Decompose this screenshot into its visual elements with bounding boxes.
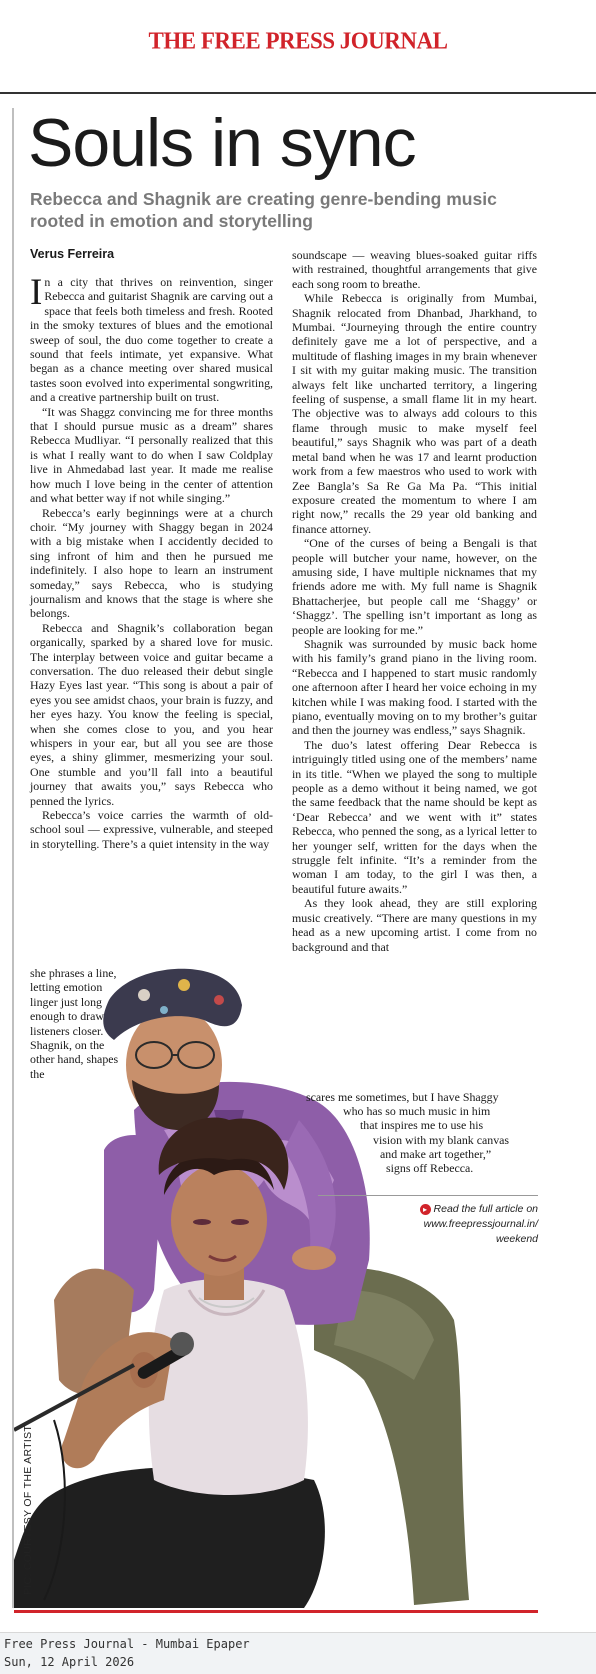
drop-cap: I bbox=[30, 272, 43, 313]
paragraph: soundscape — weaving blues-soaked guitar riffs with restrained, thoughtful arrangements that give each song room to breathe. bbox=[292, 248, 537, 291]
article-column-2 bbox=[292, 248, 537, 954]
paragraph: “It was Shaggz convincing me for three months that I should pursue music as a dream” shares Rebecca Mudliyar. “I personally realized that this is what I really want to do when I saw Coldplay live in Ahmedabad last year. It made me realise how much I love being in the center of attention and what better way if not while singing.” bbox=[30, 404, 273, 506]
masthead-logo: THE FREE PRESS JOURNAL bbox=[148, 27, 448, 54]
article-link[interactable]: www.freepressjournal.in/ weekend bbox=[423, 1218, 538, 1245]
wrapped-text bbox=[30, 966, 120, 1081]
article-column-1 bbox=[30, 272, 273, 851]
epaper-footer bbox=[0, 1632, 596, 1674]
read-more-note: ▸ Read the full article on www.freepressjournal.in/ weekend bbox=[318, 1195, 538, 1247]
publication-date: Sun, 12 April 2026 bbox=[4, 1655, 135, 1669]
paragraph: she phrases a line, letting emotion linger just long enough to draw listeners closer. Shagnik, on the other hand, shapes the bbox=[30, 966, 119, 1081]
headline: Souls in sync bbox=[28, 105, 416, 181]
subheadline: Rebecca and Shagnik are creating genre-bending music rooted in emotion and storytelling bbox=[30, 189, 497, 231]
arrow-icon: ▸ bbox=[420, 1204, 431, 1215]
text-line: signs off Rebecca. bbox=[386, 1161, 474, 1175]
paragraph: Shagnik was surrounded by music back home with his family’s grand piano in the living room. “Rebecca and I happened to start music randomly one afternoon after I heard her voice echoing in my kitchen while I was making food. I started with the piano, eventually moving on to my brother’s guitar and then the journey was endless,” says Shagnik. bbox=[292, 636, 537, 738]
paragraph: While Rebecca is originally from Mumbai, Shagnik relocated from Dhanbad, Jharkhand, to Mumbai. “Journeying through the entire country definitely gave me a lot of perspective, and a multitude of flashing images in my brain whenever I sit with my guitar making music. The transition always felt like uncharted territory, a lingering feeling of suspense, a small flame lit in my heart. The objective was to always add colours to this flame through music to make myself feel beautiful,” says Shagnik who was part of a death metal band when he was 17 and learnt production work from a few maestros who used to work with Zee Bangla’s Sa Re Ga Ma Pa. “This initial exposure created the momentum to where I am right now,” recalls the 29 year old banking and finance attorney. bbox=[292, 291, 537, 536]
paragraph: Rebecca’s early beginnings were at a church choir. “My journey with Shaggy began in 2024 with a big mistake when I accidently decided to sing infront of him and then he pursued me indefinitely. I also hope to learn an instrument someday,” says Rebecca, who is studying journalism and knows that the stage is where she belongs. bbox=[30, 505, 273, 621]
text-line: that inspires me to use his bbox=[360, 1118, 484, 1132]
paragraph: Rebecca’s voice carries the warmth of old-school soul — expressive, vulnerable, and steeped in storytelling. There’s a quiet intensity in the way bbox=[30, 808, 273, 851]
paragraph: The duo’s latest offering Dear Rebecca is intriguingly titled using one of the members’ name in its title. “When we played the song to multiple people as a demo without it being named, we got the same feedback that the name should be kept as ‘Dear Rebecca’ and we went with it” states Rebecca, who penned the song, as a lyrical letter to her younger self, written for the days when the struggle felt infinite. “It’s a reminder from the woman I am today, to the girl I was then, a beautiful future awaits.” bbox=[292, 737, 537, 896]
paragraph: “One of the curses of being a Bengali is that people will butcher your name, however, on the amusing side, I have multiple nicknames that my friends adore me with. My full name is Shagnik Bhattacherjee, but people call me ‘Shaggy’ or ‘Shaggz’. The spelling isn’t important as long as people are looking for me.” bbox=[292, 536, 537, 637]
publication-name: Free Press Journal - Mumbai Epaper bbox=[4, 1637, 250, 1651]
photo-credit: PIC: COURTESY OF THE ARTIST bbox=[22, 1424, 34, 1595]
paragraph: In a city that thrives on reinvention, singer Rebecca and guitarist Shagnik are carving out a space that feels both timeless and fresh. Rooted in the smoky textures of blues and the emotional sweep of soul, the duo come together to create a sound that feels intimate, yet expansive. What began as a chance meeting over shared musical tastes soon evolved into experimental songwriting, and a creative partnership built on trust. bbox=[30, 272, 273, 405]
paragraph: As they look ahead, they are still exploring music creatively. “There are many questions in my head as a new upcoming artist. I come from no background and that bbox=[292, 896, 537, 954]
text-line: scares me sometimes, but I have Shaggy bbox=[306, 1090, 499, 1104]
byline: Verus Ferreira bbox=[30, 247, 115, 261]
text-line: who has so much music in him bbox=[343, 1104, 491, 1118]
text-line: and make art together,” bbox=[380, 1147, 492, 1161]
text-line: vision with my blank canvas bbox=[373, 1133, 510, 1147]
bottom-rule bbox=[14, 1610, 538, 1613]
paragraph: Rebecca and Shagnik’s collaboration began organically, sparked by a shared love for music. The interplay between voice and guitar became a conversation. The duo released their debut single Hazy Eyes last year. “This song is about a pair of eyes you see amidst chaos, your brain is fuzzy, and her eyes hazy. You know the feeling is special, when she comes close to you, and you hear whispers in your ear, but all you see are those eyes, a shiny glimmer, mesmerizing your soul. One stumble and you’ll fall into a beautiful journey that awaits you,” says Rebecca who penned the lyrics. bbox=[30, 620, 273, 808]
masthead bbox=[0, 0, 596, 94]
